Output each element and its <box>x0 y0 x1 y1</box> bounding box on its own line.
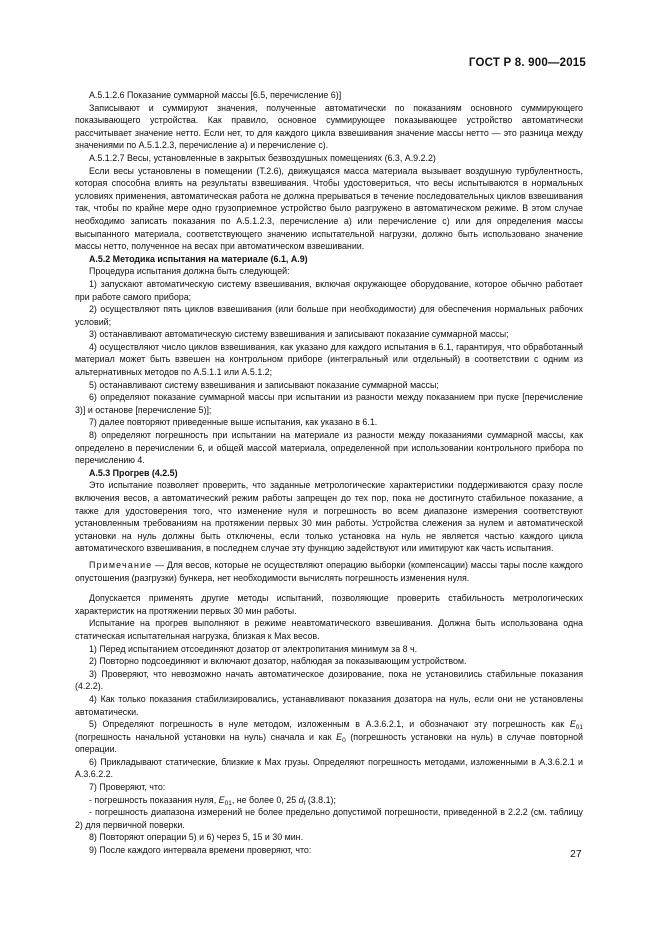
section-heading-a52: А.5.2 Методика испытания на материале (6.1, А.9) <box>89 253 308 264</box>
paragraph: Записывают и суммируют значения, полученные автоматически по показаниям основного суммирующего показывающего устройства. Как правило, основное суммирующее показывающее устройство автоматически рассчитывает значение нетто. Если нет, то для каждого цикла взвешивания значение массы нетто — это разница между значениями по А.5.1.2.3, перечисление а) и перечисление с). <box>75 102 583 151</box>
paragraph: Это испытание позволяет проверить, что заданные метрологические характеристики поддерживаются сразу после включения весов, а автоматический режим работы запрещен до тех пор, пока не достигнуто стабильное показание, а также для удостоверения того, что изменение нуля и погрешность во всем диапазоне измерения соответствуют установленным требованиям на протяжении первых 30 мин работы. Устройства слежения за нулем и автоматической установки на нуль должны быть отключены, если только установка на нуль не является частью каждого цикла автоматического взвешивания, в последнем случае эту функцию задействуют или имитируют как часть испытания. <box>75 480 583 554</box>
list-item: - погрешность диапазона измерений не более предельно допустимой погрешности, приведенной в 2.2.2 (см. таблицу 2) для первичной поверки. <box>75 807 583 830</box>
list-item: 9) После каждого интервала времени проверяют, что: <box>89 845 312 856</box>
list-item: - погрешность показания нуля, $E_{01}$, не более 0, 25 $d_f$ (3.8.1); <box>89 794 336 807</box>
list-item: 2) осуществляют пять циклов взвешивания (или больше при необходимости) для обеспечения нормальных рабочих условий; <box>75 304 583 327</box>
paragraph: Если весы установлены в помещении (Т.2.6), движущаяся масса материала вызывает воздушную турбулентность, которая способна влиять на результаты взвешивания. Чтобы удостовериться, что весы испытываются в нормальных условиях применения, автоматическая работа не должна прерываться в течение последовательных циклов взвешивания так, чтобы по крайне мере одно грузоприемное устройство было разгружено в автоматическом режиме. В этом случае необходимо записать показания по А.5.1.2.3, перечисление а) или перечисление с) или для определения массы высыпанного материала, соответствующего значению испытательной нагрузки, должно быть использовано значение массы нетто, полученное на весах при автоматическом взвешивании. <box>75 165 583 252</box>
list-item: 4) осуществляют число циклов взвешивания, как указано для каждого испытания в 6.1, гарантируя, что обработанный материал может быть взвешен на контрольном приборе (интегральный или отдельный) в соответствии с одним из альтернативных методов по А.5.1.1 или А.5.1.2; <box>75 341 583 378</box>
paragraph: Допускается применять другие методы испытаний, позволяющие проверить стабильность метрологических характеристик на протяжении первых 30 мин работы. <box>75 593 583 616</box>
clause-a5127-title: А.5.1.2.7 Весы, установленные в закрытых безвоздушных помещениях (6.3, А.9.2.2) <box>89 152 436 163</box>
list-item: 8) Повторяют операции 5) и 6) через 5, 15 и 30 мин. <box>89 832 304 843</box>
list-item: 7) Проверяют, что: <box>89 782 166 793</box>
list-item: 2) Повторно подсоединяют и включают дозатор, наблюдая за показывающим устройством. <box>89 656 467 667</box>
clause-a5126-title: А.5.1.2.6 Показание суммарной массы [6.5, перечисление 6)] <box>89 90 342 100</box>
list-item: 6) определяют показание суммарной массы при испытании из разности между показанием при пуске [перечисление 3)] и останове [перечисление 5)]; <box>75 392 583 415</box>
paragraph: Процедура испытания должна быть следующей: <box>89 266 290 277</box>
page-number: 27 <box>570 848 582 860</box>
list-item: 6) Прикладывают статические, близкие к Max грузы. Определяют погрешность методами, изложенными в А.3.6.2.1 и А.3.6.2.2. <box>75 756 583 780</box>
list-item: 1) Перед испытанием отсоединяют дозатор от электропитания минимум за 8 ч. <box>89 643 418 654</box>
note <box>75 559 583 584</box>
list-item: 8) определяют погрешность при испытании на материале из разности между показаниями суммарной массы, как определено в перечислении 6, и общей массой материала, определенной при использовании контрольного прибора по перечислению 4. <box>75 430 583 466</box>
list-item: 1) запускают автоматическую систему взвешивания, включая окружающее оборудование, которое обычно работает при работе самого прибора; <box>75 278 583 302</box>
section-heading-a53: А.5.3 Прогрев (4.2.5) <box>89 467 178 478</box>
list-item: 3) Проверяют, что невозможно начать автоматическое дозирование, пока не установились стабильные показания (4.2.2). <box>75 668 583 692</box>
page-header-standard-title: ГОСТ Р 8. 900—2015 <box>468 57 586 69</box>
list-item: 3) останавливают автоматическую систему взвешивания и записывают показание суммарной массы; <box>89 329 509 340</box>
list-item: 7) далее повторяют приведенные выше испытания, как указано в 6.1. <box>89 417 378 428</box>
list-item: 4) Как только показания стабилизировались, устанавливают показания дозатора на нуль, если они не установлены автоматически. <box>75 693 583 717</box>
paragraph: Испытание на прогрев выполняют в режиме неавтоматического взвешивания. Должна быть использована одна статическая испытательная нагрузка, близкая к Max весов. <box>75 618 583 641</box>
document-body <box>75 89 583 857</box>
note-text: — Для весов, которые не осуществляют операцию выборки (компенсации) массы тары после каждого опустошения (разгрузки) бункера, нет необходимости вычислять погрешность изменения нуля. <box>75 559 583 583</box>
list-item: 5) Определяют погрешность в нуле методом, изложенным в А.3.6.2.1, и обозначают эту погрешность как $E_{01}$ (погрешность начальной установки на нуль) сначала и как $E_0$ (погрешность установки на нуль) в случае повторной операции. <box>75 719 583 755</box>
note-label: Примечание <box>89 559 153 570</box>
list-item: 5) останавливают систему взвешивания и записывают показание суммарной массы; <box>89 379 439 390</box>
